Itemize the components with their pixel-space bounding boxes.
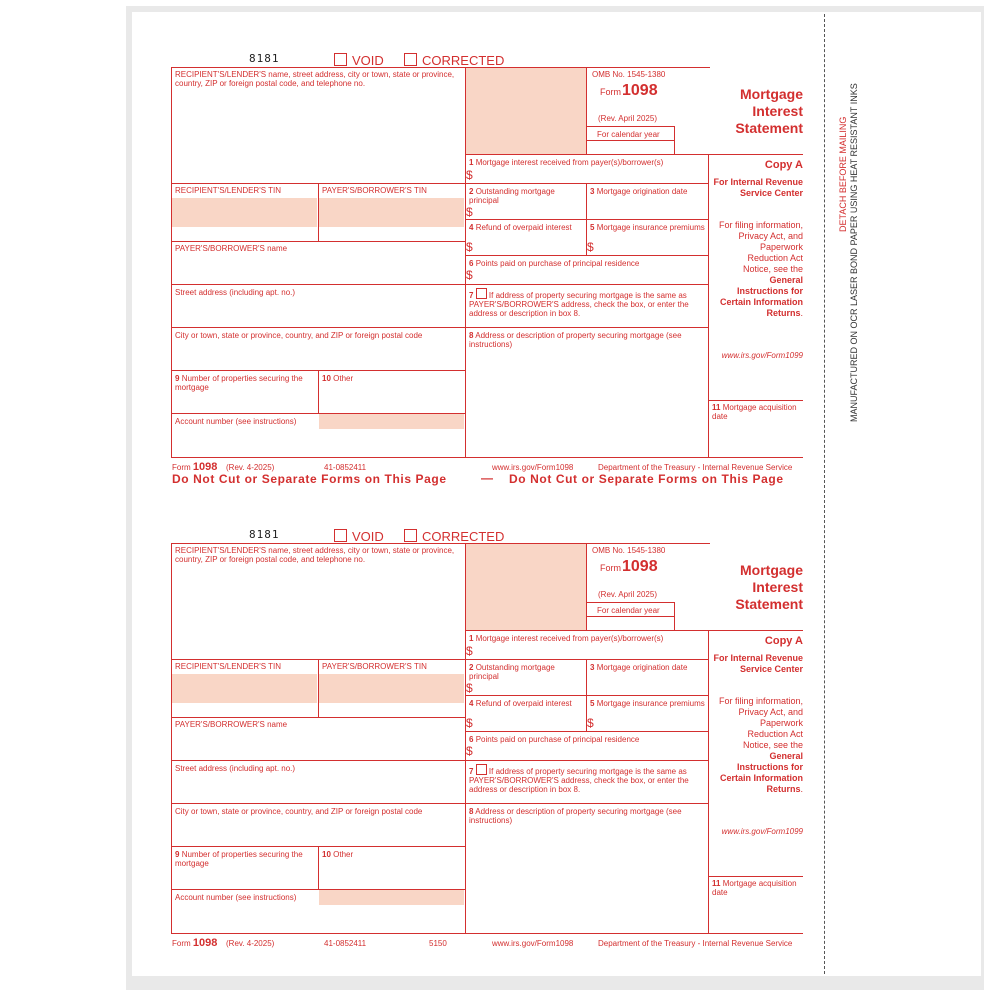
frame-bottom	[171, 457, 803, 458]
frame-top	[171, 67, 710, 68]
box2-dollar: $	[466, 681, 473, 695]
payer-tin-label: PAYER'S/BORROWER'S TIN	[322, 662, 427, 671]
box11-label: 11 Mortgage acquisition date	[712, 403, 797, 421]
frame-left	[171, 543, 172, 933]
box7-checkbox[interactable]	[476, 764, 487, 775]
do-not-cut-dash: —	[481, 471, 494, 485]
box1-label: 1 Mortgage interest received from payer(s)/borrower(s)	[469, 634, 664, 643]
recipient-tin-label: RECIPIENT'S/LENDER'S TIN	[175, 662, 282, 671]
filing-info-text: For filing information, Privacy Act, and Paperwork Reduction Act Notice, see the General Instructions for Certain Information Returns.	[718, 696, 803, 794]
box3-label: 3 Mortgage origination date	[590, 663, 688, 672]
irs-url[interactable]: www.irs.gov/Form1099	[721, 827, 803, 836]
recipient-tin-field[interactable]	[172, 198, 317, 227]
payer-tin-field[interactable]	[319, 198, 464, 227]
do-not-cut-left: Do Not Cut or Separate Forms on This Page	[172, 472, 447, 486]
box2-dollar: $	[466, 205, 473, 219]
corrected-label: CORRECTED	[422, 53, 505, 68]
form-word: Form	[600, 563, 621, 573]
copy-for-irs: For Internal Revenue Service Center	[713, 653, 803, 674]
box5-dollar: $	[587, 716, 594, 730]
copy-for-irs: For Internal Revenue Service Center	[713, 177, 803, 198]
shaded-corner-box	[466, 544, 586, 630]
city-label: City or town, state or province, country, and ZIP or foreign postal code	[175, 331, 423, 340]
street-address-label: Street address (including apt. no.)	[175, 764, 296, 773]
box2-label: 2 Outstanding mortgage principal	[469, 663, 555, 681]
calendar-year-label: For calendar year	[597, 130, 660, 139]
box5-label: 5 Mortgage insurance premiums	[590, 223, 705, 232]
filing-info-text: For filing information, Privacy Act, and Paperwork Reduction Act Notice, see the General Instructions for Certain Information Returns.	[718, 220, 803, 318]
box7-checkbox[interactable]	[476, 288, 487, 299]
box5-label: 5 Mortgage insurance premiums	[590, 699, 705, 708]
box4-dollar: $	[466, 240, 473, 254]
box4-label: 4 Refund of overpaid interest	[469, 223, 572, 232]
recipient-tin-label: RECIPIENT'S/LENDER'S TIN	[175, 186, 282, 195]
account-number-field[interactable]	[319, 414, 464, 429]
footer-ein: 41-0852411	[324, 939, 367, 948]
form-title: Mortgage Interest Statement	[735, 562, 803, 612]
recipient-label: RECIPIENT'S/LENDER'S name, street address, city or town, state or province, country, ZIP or foreign postal code, and telephone no.	[175, 546, 455, 564]
copy-a-label: Copy A	[764, 159, 803, 171]
copy-a-label: Copy A	[764, 635, 803, 647]
footer-form: Form 1098	[172, 937, 218, 949]
footer-rev: (Rev. 4-2025)	[226, 939, 275, 948]
box3-label: 3 Mortgage origination date	[590, 187, 688, 196]
city-label: City or town, state or province, country, and ZIP or foreign postal code	[175, 807, 423, 816]
revision-date: (Rev. April 2025)	[598, 114, 657, 123]
box1-dollar: $	[466, 168, 473, 182]
account-number-label: Account number (see instructions)	[175, 417, 297, 426]
shaded-corner-box	[466, 68, 586, 154]
corrected-checkbox[interactable]	[404, 529, 504, 544]
payer-tin-label: PAYER'S/BORROWER'S TIN	[322, 186, 427, 195]
general-instructions: General Instructions for Certain Information Returns	[719, 751, 803, 794]
box4-label: 4 Refund of overpaid interest	[469, 699, 572, 708]
footer-url[interactable]: www.irs.gov/Form1098	[492, 939, 574, 948]
void-checkbox[interactable]	[334, 529, 384, 544]
corrected-checkbox[interactable]	[404, 53, 504, 68]
detach-before-mailing-text: DETACH BEFORE MAILING	[838, 116, 848, 232]
void-label: VOID	[352, 529, 384, 544]
form-1098-copy-top	[0, 0, 1000, 486]
do-not-cut-right: Do Not Cut or Separate Forms on This Page	[509, 472, 784, 486]
recipient-tin-field[interactable]	[172, 674, 317, 703]
omb-number: OMB No. 1545-1380	[592, 70, 666, 79]
box6-label: 6 Points paid on purchase of principal residence	[469, 735, 640, 744]
box11-label: 11 Mortgage acquisition date	[712, 879, 797, 897]
payer-name-label: PAYER'S/BORROWER'S name	[175, 720, 288, 729]
footer-dept: Department of the Treasury - Internal Revenue Service	[598, 939, 793, 948]
box1-label: 1 Mortgage interest received from payer(s)/borrower(s)	[469, 158, 664, 167]
frame-bottom	[171, 933, 803, 934]
manufactured-text: MANUFACTURED ON OCR LASER BOND PAPER USING HEAT RESISTANT INKS	[849, 83, 859, 422]
frame-left	[171, 67, 172, 457]
omb-number: OMB No. 1545-1380	[592, 546, 666, 555]
box6-label: 6 Points paid on purchase of principal residence	[469, 259, 640, 268]
box1-dollar: $	[466, 644, 473, 658]
recipient-label: RECIPIENT'S/LENDER'S name, street address, city or town, state or province, country, ZIP or foreign postal code, and telephone no.	[175, 70, 455, 88]
box10-label: 10 Other	[322, 374, 354, 383]
footer-dept: Department of the Treasury - Internal Revenue Service	[598, 463, 793, 472]
revision-date: (Rev. April 2025)	[598, 590, 657, 599]
box8-label: 8 Address or description of property securing mortgage (see instructions)	[469, 807, 682, 825]
account-number-label: Account number (see instructions)	[175, 893, 297, 902]
form-code: 8181	[249, 52, 280, 65]
void-label: VOID	[352, 53, 384, 68]
box6-dollar: $	[466, 744, 473, 758]
footer-url[interactable]: www.irs.gov/Form1098	[492, 463, 574, 472]
box7-label: 7 If address of property securing mortgage is the same as PAYER'S/BORROWER'S address, check the box, or enter the address or description in box 8.	[469, 764, 704, 794]
street-address-label: Street address (including apt. no.)	[175, 288, 296, 297]
box5-dollar: $	[587, 240, 594, 254]
payer-name-label: PAYER'S/BORROWER'S name	[175, 244, 288, 253]
form-word: Form	[600, 87, 621, 97]
footer-cat: 5150	[429, 939, 447, 948]
form-number: 1098	[622, 82, 658, 99]
frame-top	[171, 543, 710, 544]
footer-form: Form 1098	[172, 461, 218, 473]
footer-rev: (Rev. 4-2025)	[226, 463, 275, 472]
box6-dollar: $	[466, 268, 473, 282]
irs-url[interactable]: www.irs.gov/Form1099	[721, 351, 803, 360]
account-number-field[interactable]	[319, 890, 464, 905]
box7-label: 7 If address of property securing mortgage is the same as PAYER'S/BORROWER'S address, check the box, or enter the address or description in box 8.	[469, 288, 704, 318]
form-1098-copy-bottom	[0, 476, 1000, 952]
void-checkbox[interactable]	[334, 53, 384, 68]
form-code: 8181	[249, 528, 280, 541]
box9-label: 9 Number of properties securing the mortgage	[175, 374, 303, 392]
box8-label: 8 Address or description of property securing mortgage (see instructions)	[469, 331, 682, 349]
payer-tin-field[interactable]	[319, 674, 464, 703]
footer-ein: 41-0852411	[324, 463, 367, 472]
box10-label: 10 Other	[322, 850, 354, 859]
calendar-year-label: For calendar year	[597, 606, 660, 615]
form-title: Mortgage Interest Statement	[735, 86, 803, 136]
form-number: 1098	[622, 558, 658, 575]
box9-label: 9 Number of properties securing the mortgage	[175, 850, 303, 868]
box4-dollar: $	[466, 716, 473, 730]
corrected-label: CORRECTED	[422, 529, 505, 544]
general-instructions: General Instructions for Certain Information Returns	[719, 275, 803, 318]
box2-label: 2 Outstanding mortgage principal	[469, 187, 555, 205]
